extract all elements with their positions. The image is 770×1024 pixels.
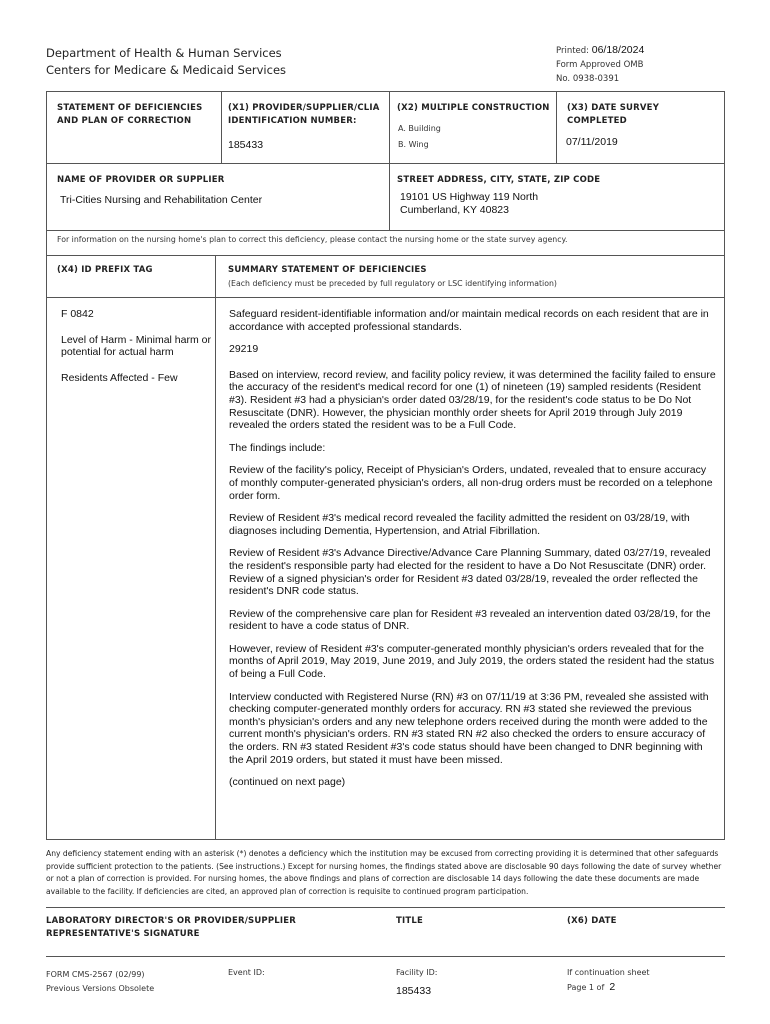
deficiency-paragraph: The findings include: <box>229 441 326 454</box>
form-number: FORM CMS-2567 (02/99) <box>46 970 145 979</box>
signature-bottom-border <box>46 956 725 957</box>
form-top-border <box>46 91 725 92</box>
deficiency-paragraph: Review of Resident #3's medical record revealed the facility admitted the resident on 03/28/19, with diagnoses including Dementia, Hypertension, and Atrial Fibrillation. <box>229 512 690 537</box>
print-meta <box>556 43 756 86</box>
row-divider-4 <box>46 297 725 298</box>
deficiency-paragraph: 29219 <box>229 343 259 356</box>
x2-building: A. Building <box>398 124 441 133</box>
statement-label: STATEMENT OF DEFICIENCIES AND PLAN OF CORRECTION <box>57 103 203 126</box>
deficiency-paragraph: Review of Resident #3's Advance Directive/Advance Care Planning Summary, dated 03/27/19, revealed the resident's responsible party had elected for the resident to have a Do Not Resuscitate (DNR) order. Review of a signed physician's order for Resident #3 dated 03/28/19, revealed the order reflected the resident's DNR code status. <box>229 547 711 598</box>
printed-label: Printed: <box>556 46 590 56</box>
date-label: (X6) DATE <box>567 916 617 926</box>
provider-value: Tri-Cities Nursing and Rehabilitation Center <box>60 194 263 206</box>
x2-label: (X2) MULTIPLE CONSTRUCTION <box>397 103 550 113</box>
address-value <box>400 191 538 216</box>
row-divider-1 <box>46 163 725 164</box>
provider-label: NAME OF PROVIDER OR SUPPLIER <box>57 175 225 185</box>
x3-value: 07/11/2019 <box>566 136 618 148</box>
deficiency-paragraph: Review of the facility's policy, Receipt of Physician's Orders, undated, revealed that to ensure accuracy of monthly computer-generated physician's orders, all non-drug orders must be recorded on a telephone order form. <box>229 464 713 502</box>
printed-date: 06/18/2024 <box>591 44 645 56</box>
omb-number: No. 0938-0391 <box>556 74 620 84</box>
continued-note: (continued on next page) <box>229 776 346 789</box>
divider-x3 <box>556 91 557 163</box>
deficiency-text <box>229 308 717 799</box>
facility-id-label: Facility ID: <box>396 968 438 977</box>
signature-label: LABORATORY DIRECTOR'S OR PROVIDER/SUPPLIER REPRESENTATIVE'S SIGNATURE <box>46 916 297 939</box>
tag-harm-level: Level of Harm - Minimal harm or potential for actual harm <box>61 333 211 359</box>
form-approved: Form Approved OMB <box>556 60 644 70</box>
event-id-label: Event ID: <box>228 968 265 977</box>
address-line-2: Cumberland, KY 40823 <box>400 203 509 216</box>
address-line-1: 19101 US Highway 119 North <box>400 191 539 203</box>
x3-label: (X3) DATE SURVEY COMPLETED <box>567 103 660 126</box>
deficiency-paragraph: Interview conducted with Registered Nurse (RN) #3 on 07/11/19 at 3:36 PM, revealed she assisted with checking computer-generated monthly orders for accuracy. RN #3 stated she reviewed the previous month's physician's orders and any new telephone orders received during the month were added to the current month's physician's orders. RN #3 stated RN #2 also checked the orders to ensure accuracy of the orders. RN #3 stated Resident #3's code status should have been changed to DNR beginning with the April 2019 orders, but stated it must have been missed. <box>229 690 709 766</box>
page-total: 2 <box>609 981 616 993</box>
address-label: STREET ADDRESS, CITY, STATE, ZIP CODE <box>397 175 601 185</box>
row-divider-3 <box>46 255 725 256</box>
page-label: Page 1 of <box>567 983 605 992</box>
facility-id-value: 185433 <box>396 985 432 997</box>
page-info <box>567 966 650 995</box>
signature-top-border <box>46 907 725 908</box>
x2-wing: B. Wing <box>398 140 429 149</box>
disclaimer: Any deficiency statement ending with an asterisk (*) denotes a deficiency which the institution may be excused from correcting providing it is determined that other safeguards provide sufficient protection to the patients. (See instructions.) Except for nursing homes, the findings stated above are disclosable 90 days following the date of survey whether or not a plan of correction is provided. For nursing homes, the above findings and plans of correction are disclosable 14 days following the date these documents are made available to the facility. If deficiencies are cited, an approved plan of correction is requisite to continued program participation. <box>46 849 722 896</box>
x1-label: (X1) PROVIDER/SUPPLIER/CLIA IDENTIFICATION NUMBER: <box>228 103 380 126</box>
deficiency-paragraph: However, review of Resident #3's computer-generated monthly physician's orders revealed that for the months of April 2019, May 2019, June 2019, and July 2019, the orders stated the resident had the status of being a Full Code. <box>229 642 715 681</box>
previous-versions: Previous Versions Obsolete <box>46 984 155 993</box>
deficiency-paragraph: Safeguard resident-identifiable information and/or maintain medical records on each resident that are in accordance with accepted professional standards. <box>229 308 709 333</box>
deficiency-paragraph: Review of the comprehensive care plan for Resident #3 revealed an intervention dated 03/28/19, for the resident to have a code status of DNR. <box>229 607 711 633</box>
centers-name: Centers for Medicare & Medicaid Services <box>46 63 287 77</box>
form-right-border <box>724 91 725 839</box>
tag-code: F 0842 <box>61 308 94 320</box>
x1-value: 185433 <box>228 139 264 151</box>
divider-x2 <box>389 91 390 230</box>
row-divider-2 <box>46 230 725 231</box>
info-note: For information on the nursing home's plan to correct this deficiency, please contact the nursing home or the state survey agency. <box>57 235 568 244</box>
deficiency-paragraph: Based on interview, record review, and facility policy review, it was determined the facility failed to ensure the accuracy of the resident's medical record for one (1) of nineteen (19) sampled residents (Resident #3). Resident #3 had a physician's order dated 03/28/19, for the resident's code status to be Do Not Resuscitate (DNR). However, the physician monthly order sheets for April 2019 through July 2019 revealed the orders stated the resident was to be a Full Code. <box>229 368 716 432</box>
department-name: Department of Health & Human Services <box>46 46 282 60</box>
form-left-border <box>46 91 47 839</box>
form-number-block <box>46 968 154 996</box>
tag-residents-affected: Residents Affected - Few <box>61 371 178 384</box>
title-label: TITLE <box>396 916 423 926</box>
form-bottom-border <box>46 839 725 840</box>
agency-header <box>46 45 376 79</box>
summary-label: SUMMARY STATEMENT OF DEFICIENCIES <box>228 265 427 275</box>
divider-tag-column <box>215 255 216 839</box>
divider-x1 <box>221 91 222 163</box>
x4-label: (X4) ID PREFIX TAG <box>57 265 153 275</box>
summary-sublabel: (Each deficiency must be preceded by full regulatory or LSC identifying information) <box>228 279 557 288</box>
continuation-label: If continuation sheet <box>567 968 650 977</box>
tag-column <box>61 308 211 384</box>
